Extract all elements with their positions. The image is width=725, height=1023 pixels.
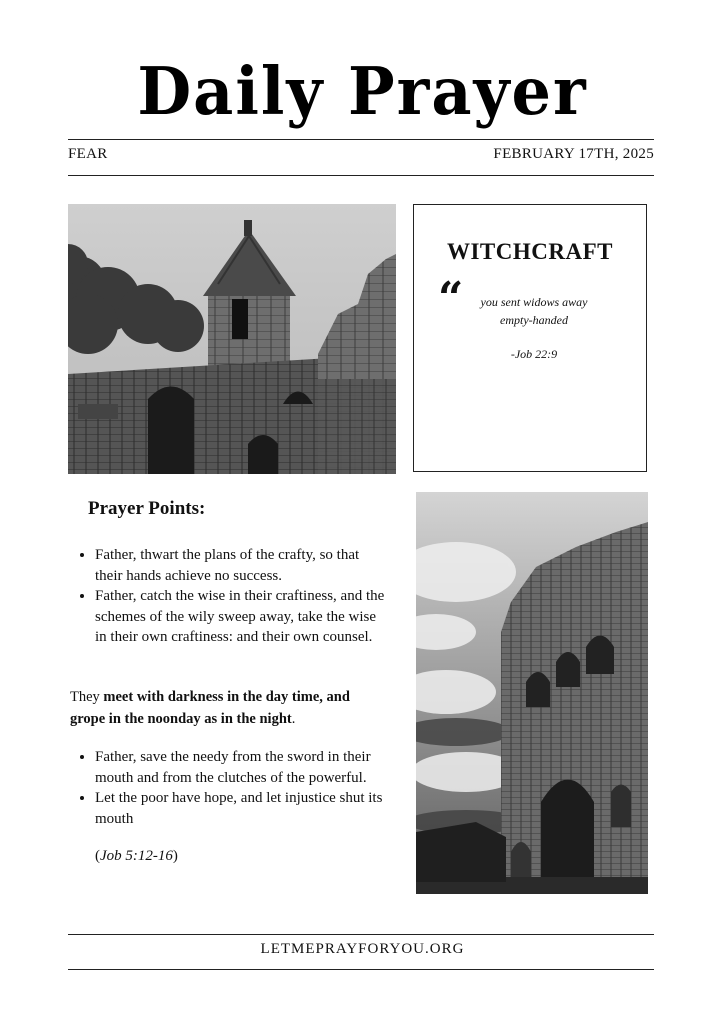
reference-close-paren: ) — [172, 848, 178, 864]
prayer-point: • Father, catch the wise in their craftiness, and the schemes of the wily sweep away, take the wise in their own craftiness: and their own counsel. — [95, 586, 385, 648]
reference-open-paren: ( — [95, 848, 100, 864]
footer-top-rule — [68, 934, 654, 935]
prayer-point: • Let the poor have hope, and let injustice shut its mouth — [95, 788, 385, 829]
statement-lead: They — [70, 689, 104, 705]
prayer-reference — [95, 848, 178, 865]
date-label: FEBRUARY 17TH, 2025 — [493, 146, 654, 162]
ruin-wall-photo — [416, 492, 648, 894]
quote-text: you sent widows away empty-handed — [480, 295, 588, 327]
prayer-point: • Father, save the needy from the sword in their mouth and from the clutches of the powerful. — [95, 747, 385, 788]
quote-mark-icon: “ — [438, 273, 464, 324]
prayer-points-list-1 — [70, 545, 385, 648]
scripture-statement — [70, 686, 370, 730]
header-top-rule — [68, 139, 654, 140]
prayer-point: • Father, thwart the plans of the crafty, so that their hands achieve no success. — [95, 545, 385, 586]
reference-text: Job 5:12-16 — [100, 848, 173, 864]
quote-card-heading: WITCHCRAFT — [446, 239, 613, 264]
prayer-points-heading: Prayer Points: — [88, 498, 206, 519]
quote-reference: -Job 22:9 — [510, 347, 558, 361]
scripture-quote-card — [413, 204, 647, 472]
prayer-points-list-2 — [70, 747, 385, 829]
header-bottom-rule — [68, 175, 654, 176]
footer-website: LETMEPRAYFORYOU.ORG — [260, 941, 465, 957]
page-title: Daily Prayer — [137, 53, 588, 130]
castle-tower-photo — [68, 204, 396, 474]
statement-bold: meet with darkness in the day time, and grope in the noonday as in the night — [70, 689, 350, 727]
footer-bottom-rule — [68, 969, 654, 970]
category-label: FEAR — [68, 146, 108, 162]
statement-tail: . — [291, 711, 296, 727]
